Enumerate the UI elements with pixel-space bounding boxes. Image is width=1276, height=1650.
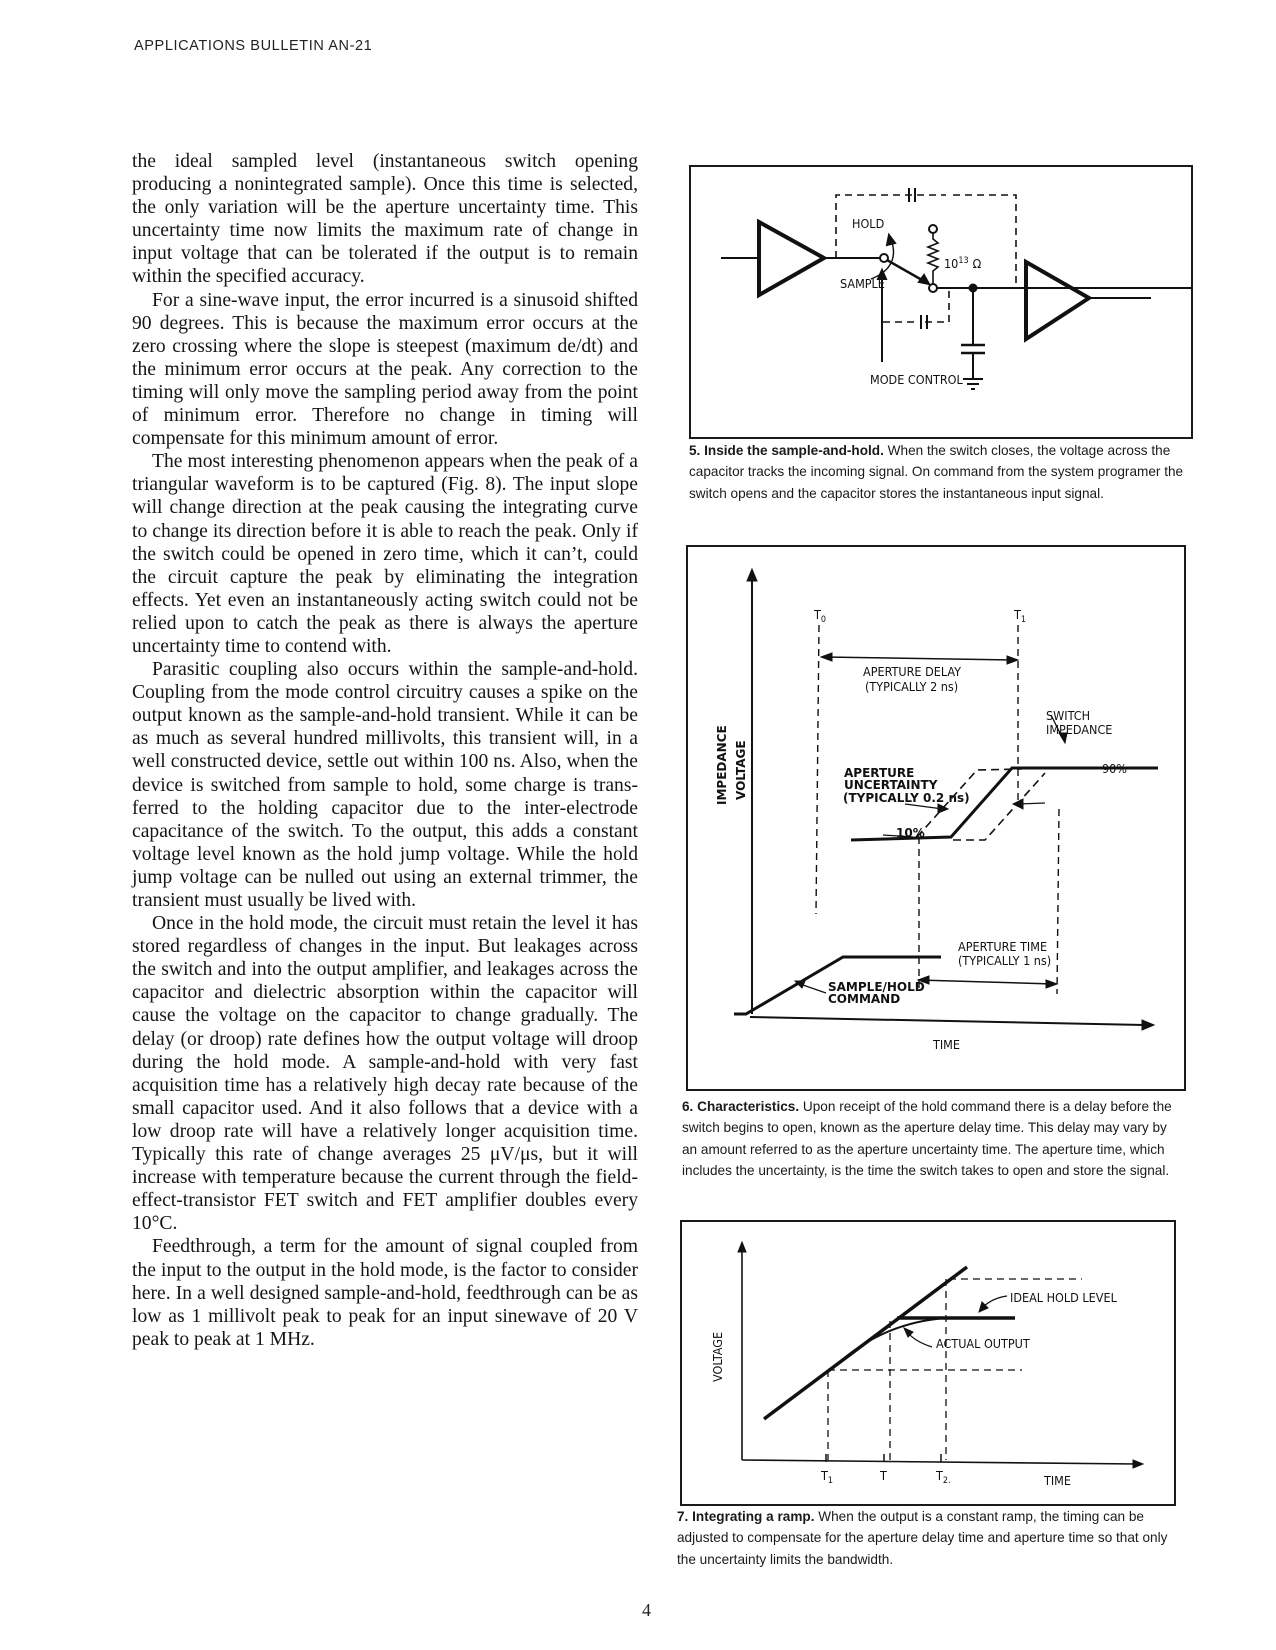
x-axis-label-time: TIME [1044, 1473, 1071, 1488]
sample-label: SAMPLE [840, 276, 885, 291]
body-text-column [132, 150, 638, 1351]
figure-7-integrating-ramp [680, 1220, 1176, 1506]
actual-output-pointer [908, 1333, 932, 1347]
switch-impedance-label-2: IMPEDANCE [1046, 722, 1113, 737]
figure-6-caption [682, 1096, 1182, 1181]
figure-number: 7. [677, 1509, 689, 1524]
input-amplifier-icon [759, 222, 824, 295]
aperture-delay-label: APERTURE DELAY [863, 664, 961, 679]
caption-text: When the switch closes, the voltage across the capacitor tracks the incoming signal. On command from the system programer the switch opens and the capacitor stores the instantaneous input signal. [689, 443, 1184, 501]
figure-number: 6. [682, 1099, 694, 1114]
ideal-hold-level-label: IDEAL HOLD LEVEL [1010, 1290, 1117, 1305]
caption-text: When the output is a constant ramp, the timing can be adjusted to compensate for the aperture delay time and aperture time so that only the uncertainty limits the bandwidth. [677, 1509, 1168, 1567]
t1-label: $T_1$ [1014, 607, 1027, 625]
figure-number: 5. [689, 443, 701, 458]
paragraph: the ideal sampled level (instantaneous switch opening producing a nonintegrated sample). Once this time is selected, the only variation will be the aperture uncertainty time. This uncertainty time now limits the maximum rate of change in input voltage that can be tolerated if the output is to remain within the specified accuracy. [132, 151, 638, 288]
sample-hold-circuit-diagram [691, 167, 1191, 437]
timing-guides [828, 1279, 1082, 1460]
t2-tick-label: $T_{2.}$ [936, 1468, 951, 1486]
paragraph: Parasitic coupling also occurs within the sample-and-hold. Coupling from the mode control circuitry causes a spike on the output known as the sample-and-hold transient. While it can be as much as several hundred millivolts, this transient will, in a well constructed device, settle out within 100 ns. Also, when the device is switched from sample to hold, some charge is transferred to the holding capacitor due to the inter-electrode capacitance of the switch. To the output, this adds a constant voltage level known as the hold jump voltage. While the hold jump voltage can be nulled out using an external trimmer, the transient must usually be lived with. [132, 659, 638, 911]
figure-title: Characteristics. [697, 1099, 800, 1114]
figure-title: Integrating a ramp. [692, 1509, 815, 1524]
aperture-time-label: APERTURE TIME [958, 939, 1048, 954]
figure-title: Inside the sample-and-hold. [704, 443, 884, 458]
x-axis [750, 1017, 1146, 1025]
characteristics-timing-diagram [688, 547, 1184, 1089]
y-axis-label-voltage: VOLTAGE [734, 740, 748, 800]
pct-90-label: 90% [1102, 761, 1127, 776]
caption-text: Upon receipt of the hold command there is a delay before the switch begins to open, known as the aperture delay time. This delay may vary by an amount referred to as the aperture uncertainty time. The aperture time, which includes the uncertainty, is the time the switch takes to open and store the signal. [682, 1099, 1172, 1178]
switch-arrow-icon [919, 275, 929, 284]
resistor-icon [928, 233, 938, 284]
mode-control-label: MODE CONTROL [870, 372, 963, 387]
y-axis-label-impedance: IMPEDANCE [715, 725, 729, 805]
paragraph: Once in the hold mode, the circuit must retain the level it has stored regardless of changes in the input. But leakages across the switch and into the output amplifier, and leakages across the capacitor and dielectric absorption within the capacitor will cause the voltage on the capacitor to change gradually. The delay (or droop) rate defines how the output voltage will droop during the hold mode. A sample-and-hold with very fast acquisition time has a relatively high decay rate because of the small capacitor used. And it also follows that a device with a low droop rate will have a relatively longer acquisition time. Typically this rate of change averages 25 μV/μs, but it will increase with temperature because the current through the field-effect-transistor FET switch and FET amplifier doubles every 10°C. [132, 913, 638, 1235]
t0-label: $T_0$ [814, 607, 827, 625]
figure-6-characteristics [686, 545, 1186, 1091]
x-axis [742, 1460, 1137, 1464]
actual-output-label: ACTUAL OUTPUT [936, 1336, 1030, 1351]
figure-5-circuit [689, 165, 1193, 439]
running-head: APPLICATIONS BULLETIN AN-21 [134, 38, 373, 54]
switch-impedance-label: SWITCH [1046, 708, 1091, 723]
paragraph: For a sine-wave input, the error incurred is a sinusoid shifted 90 degrees. This is because the maximum error occurs at the zero crossing where the slope is steepest (maximum de/dt) and the minimum error occurs at the peak. Any correction to the timing will only move the sampling period away from the point of minimum error. Therefore no change in timing will compensate for this minimum amount of error. [132, 289, 638, 450]
terminal-icon [929, 225, 937, 233]
y-axis-label-voltage: VOLTAGE [710, 1331, 725, 1382]
page-number: 4 [642, 1600, 651, 1620]
x-axis-label-time: TIME [933, 1037, 960, 1052]
sample-hold-command-label: SAMPLE/HOLD [828, 980, 925, 994]
actual-output-curve [842, 1318, 947, 1360]
switch-contact-icon [929, 284, 937, 292]
integrating-ramp-diagram [682, 1222, 1174, 1504]
aperture-uncertainty-typical: (TYPICALLY 0.2 ns) [843, 791, 970, 805]
paragraph: The most interesting phenomenon appears when the peak of a triangular waveform is to be captured (Fig. 8). The input slope will change direction at the peak causing the integrating curve to change its direction before it is able to reach the peak. Only if the switch could be opened in zero time, which it can’t, could the circuit capture the peak by eliminating the integration effects. Yet even an instantaneously acting switch could not be relied upon to catch the peak as there is always the aperture uncertainty time to contend with. [132, 451, 638, 657]
aperture-delay-arrow [823, 657, 1013, 660]
aperture-time-typical: (TYPICALLY 1 ns) [958, 953, 1052, 968]
aperture-time-arrow [918, 980, 1053, 984]
t1-tick-label: $T_1$ [821, 1468, 834, 1486]
pct-10-label: 10% [896, 826, 925, 840]
aperture-uncertainty-label-2: UNCERTAINTY [844, 778, 938, 792]
resistance-label: $10^{13}$ Ω [944, 256, 982, 271]
aperture-uncertainty-label: APERTURE [844, 766, 915, 780]
figure-7-caption [677, 1506, 1177, 1570]
output-amplifier-icon [1026, 262, 1089, 339]
t-tick-label: T [880, 1468, 887, 1483]
figure-5-caption [689, 440, 1189, 504]
paragraph: Feedthrough, a term for the amount of signal coupled from the input to the output in the hold mode, is the factor to consider here. In a well designed sample-and-hold, feedthrough can be as low as 1 millivolt peak to peak for an input sinewave of 20 V peak to peak at 1 MHz. [132, 1236, 638, 1350]
sample-hold-command-label-2: COMMAND [828, 992, 901, 1006]
aperture-delay-typical: (TYPICALLY 2 ns) [865, 679, 959, 694]
hold-label: HOLD [852, 216, 885, 231]
